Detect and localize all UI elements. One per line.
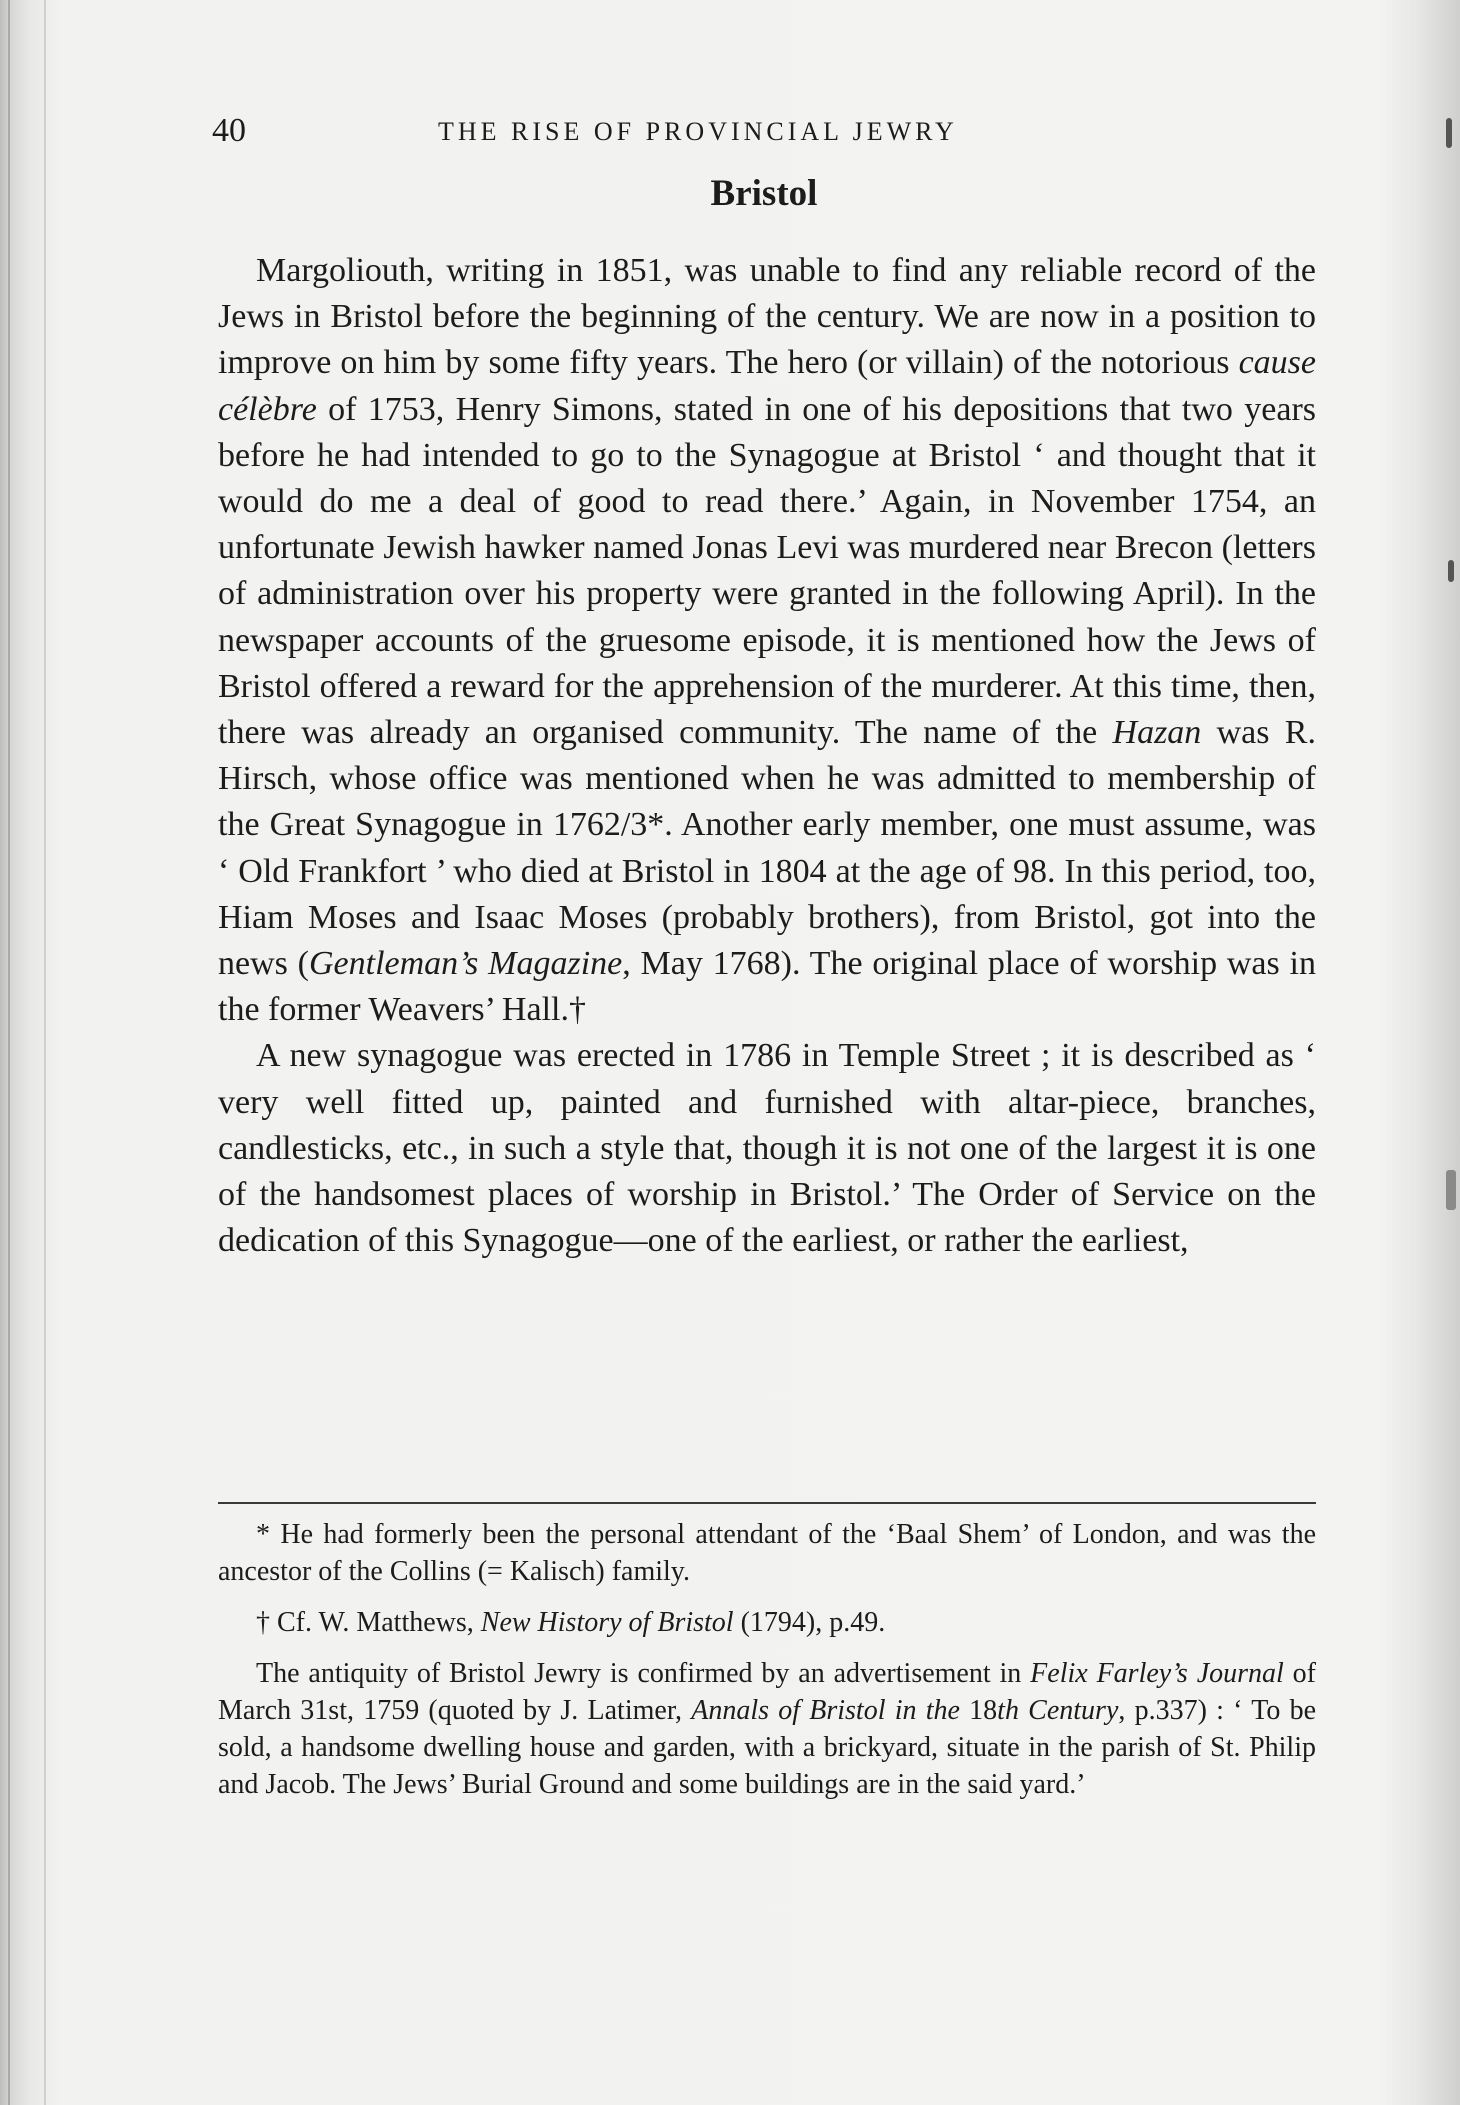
text-run: of March 31st, 1759 (quoted by J. Latimer, — [218, 1658, 1316, 1726]
text-run: (1794), p.49. — [733, 1607, 886, 1638]
text-run: , p.337) : ‘ To be sold, a handsome dwelling house and garden, with a brickyard, situate in the parish of St. Philip and Jacob. The Jews’ Burial Ground and some buildings are in the said yard.’ — [218, 1695, 1317, 1800]
footnote-3 — [218, 1655, 1316, 1803]
section-heading: Bristol — [710, 173, 818, 214]
page-gutter-shadow — [8, 0, 10, 2105]
margin-speck — [1446, 118, 1452, 148]
margin-speck — [1448, 560, 1454, 582]
italic-run: New History of Bristol — [480, 1607, 734, 1638]
footnote-1: * He had formerly been the personal attendant of the ‘Baal Shem’ of London, and was the ancestor of the Collins (= Kalisch) family. — [218, 1519, 1316, 1587]
main-text — [218, 248, 1316, 1264]
running-title: THE RISE OF PROVINCIAL JEWRY — [438, 117, 958, 146]
running-head — [212, 112, 1112, 156]
italic-run: Felix Farley’s Journal — [1030, 1658, 1284, 1689]
text-run: , May 1768). The original place of worship was in the former Weavers’ Hall.† — [218, 945, 1316, 1029]
text-run: † Cf. W. Matthews, — [256, 1607, 481, 1638]
italic-run: cause célèbre — [218, 344, 1316, 428]
italic-run: th Century — [997, 1695, 1119, 1726]
margin-speck — [1446, 1170, 1456, 1210]
paragraph-2: A new synagogue was erected in 1786 in Temple Street ; it is described as ‘ very well fitted up, painted and furnished with altar-piece, branches, candlesticks, etc., in such a style that, though it is not one of the largest it is one of the handsomest places of worship in Bristol.’ The Order of Service on the dedication of this Synagogue—one of the earliest, or rather the earliest, — [218, 1037, 1316, 1260]
footnotes — [218, 1516, 1316, 1803]
text-run: of 1753, Henry Simons, stated in one of his depositions that two years before he had intended to go to the Synagogue at Bristol ‘ and thought that it would do me a deal of good to read there.’ Again, in November 1754, an unfortunate Jewish hawker named Jonas Levi was murdered near Brecon (letters of administration over his property were granted in the following April). In the newspaper accounts of the gruesome episode, it is mentioned how the Jews of Bristol offered a reward for the apprehension of the murderer. At this time, then, there was already an organised community. The name of the — [218, 390, 1316, 752]
text-run: The antiquity of Bristol Jewry is confirmed by an advertisement in — [256, 1658, 1031, 1689]
footnote-rule — [218, 1502, 1316, 1504]
page-gutter-edge — [44, 0, 46, 2105]
text-run: Margoliouth, writing in 1851, was unable to find any reliable record of the Jews in Bristol before the beginning of the century. We are now in a position to improve on him by some fifty years. The hero (or villain) of the notorious — [218, 252, 1316, 382]
text-run: was R. Hirsch, whose office was mentioned when he was admitted to membership of the Great Synagogue in 1762/3*. Another early member, one must assume, was ‘ Old Frankfort ’ who died at Bristol in 1804 at the age of 98. In this period, too, Hiam Moses and Isaac Moses (probably brothers), from Bristol, got into the news ( — [218, 714, 1316, 983]
footnote-2 — [218, 1604, 1316, 1641]
page-number: 40 — [212, 112, 246, 149]
text-run: 18 — [959, 1695, 998, 1726]
italic-run: Annals of Bristol in the — [691, 1695, 960, 1726]
italic-run: Gentleman’s Magazine — [309, 945, 623, 983]
italic-run: Hazan — [1112, 714, 1202, 752]
paragraph-1 — [218, 248, 1316, 1033]
